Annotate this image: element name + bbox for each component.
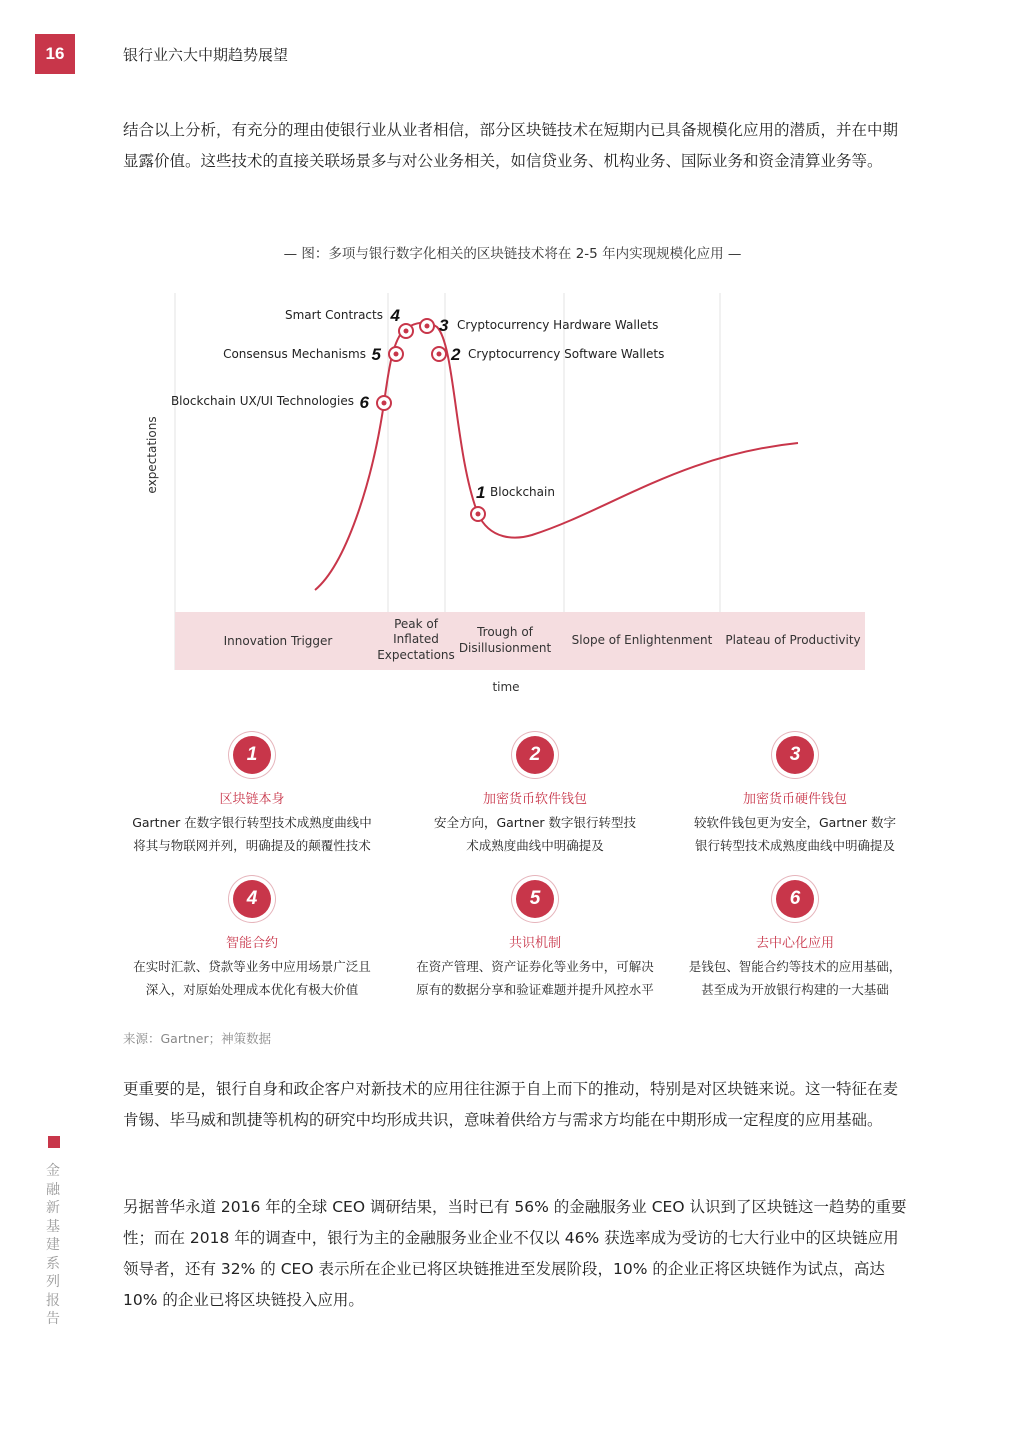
feature-number: 6 <box>776 880 814 918</box>
feature-number: 3 <box>776 736 814 774</box>
feature-title: 区块链本身 <box>219 792 285 807</box>
feature-card-5 <box>395 880 675 1001</box>
feature-title: 加密货币硬件钱包 <box>742 792 847 807</box>
feature-desc-line: 是钱包、智能合约等技术的应用基础， <box>688 959 902 974</box>
feature-number: 1 <box>233 736 271 774</box>
point-number: 6 <box>359 393 369 412</box>
feature-number: 2 <box>516 736 554 774</box>
feature-desc-line: 在实时汇款、贷款等业务中应用场景广泛且 <box>133 959 371 974</box>
point-label: Cryptocurrency Hardware Wallets <box>457 318 659 332</box>
hype-cycle-chart <box>140 285 880 705</box>
feature-number: 4 <box>233 880 271 918</box>
point-label: Smart Contracts <box>285 308 383 322</box>
point-number: 5 <box>371 345 381 364</box>
point-number: 3 <box>439 316 449 335</box>
point-number: 4 <box>390 306 400 325</box>
feature-desc-line: Gartner 在数字银行转型技术成熟度曲线中 <box>132 815 372 830</box>
feature-desc-line: 安全方向，Gartner 数字银行转型技 <box>433 815 637 830</box>
point-4 <box>285 306 413 338</box>
phase-label-slope: Slope of Enlightenment <box>571 633 713 647</box>
phase-label-peak-line1: Peak of <box>394 617 438 631</box>
feature-desc-line: 原有的数据分享和验证难题并提升风控水平 <box>416 982 654 997</box>
point-6 <box>171 393 391 412</box>
point-2 <box>432 345 664 364</box>
sidebar-series-name: 金融新基建系列报告 <box>46 1163 60 1327</box>
feature-title: 智能合约 <box>225 936 278 951</box>
feature-desc-line: 较软件钱包更为安全，Gartner 数字 <box>693 815 897 830</box>
feature-card-3 <box>655 736 935 857</box>
feature-desc-line: 深入，对原始处理成本优化有极大价值 <box>145 982 359 997</box>
feature-desc-line: 将其与物联网并列，明确提及的颠覆性技术 <box>133 838 371 853</box>
phase-label-peak-line2: Inflated <box>393 632 439 646</box>
feature-title: 去中心化应用 <box>755 936 834 951</box>
sidebar-marker <box>48 1136 60 1148</box>
feature-card-1 <box>112 736 392 857</box>
hype-curve <box>315 323 798 590</box>
feature-title: 加密货币软件钱包 <box>482 792 587 807</box>
feature-desc-line: 甚至成为开放银行构建的一大基础 <box>701 982 889 997</box>
phase-label-trough-line2: Disillusionment <box>458 641 552 655</box>
feature-desc-line: 银行转型技术成熟度曲线中明确提及 <box>694 838 895 853</box>
feature-desc-line: 在资产管理、资产证券化等业务中，可解决 <box>416 959 654 974</box>
figure-caption: — 图：多项与银行数字化相关的区块链技术将在 2-5 年内实现规模化应用 — <box>283 246 742 262</box>
feature-card-4 <box>112 880 392 1001</box>
point-5 <box>223 345 403 364</box>
y-axis-label: expectations <box>145 416 159 494</box>
feature-card-2 <box>395 736 675 857</box>
point-1 <box>471 483 555 521</box>
phase-label-innovation-trigger: Innovation Trigger <box>223 634 333 648</box>
point-label: Blockchain UX/UI Technologies <box>170 394 354 408</box>
point-label: Blockchain <box>490 485 555 499</box>
phase-label-plateau: Plateau of Productivity <box>725 633 861 647</box>
point-number: 2 <box>451 345 461 364</box>
feature-number: 5 <box>516 880 554 918</box>
point-label: Consensus Mechanisms <box>223 347 366 361</box>
feature-card-6 <box>655 880 935 1001</box>
x-axis-label: time <box>492 680 520 694</box>
point-number: 1 <box>476 483 486 502</box>
body-paragraph-1: 更重要的是，银行自身和政企客户对新技术的应用往往源于自上而下的推动，特别是对区块链来说。这一特征在麦肯锡、毕马威和凯捷等机构的研究中均形成共识，意味着供给方与需求方均能在中期形成一定程度的应用基础。 <box>123 1080 899 1129</box>
running-title: 银行业六大中期趋势展望 <box>123 46 289 64</box>
figure-source: 来源：Gartner；神策数据 <box>123 1031 272 1046</box>
page-number: 16 <box>35 34 75 74</box>
phase-label-peak-line3: Expectations <box>377 648 455 662</box>
point-3 <box>420 316 658 335</box>
point-label: Cryptocurrency Software Wallets <box>468 347 665 361</box>
feature-title: 共识机制 <box>508 936 561 951</box>
feature-desc-line: 术成熟度曲线中明确提及 <box>466 838 604 853</box>
phase-label-trough-line1: Trough of <box>477 625 533 639</box>
body-paragraph-2: 另据普华永道 2016 年的全球 CEO 调研结果，当时已有 56% 的金融服务业 CEO 认识到了区块链这一趋势的重要性；而在 2018 年的调查中，银行为主的金融服务业企业不仅以 46% 获选率成为受访的七大行业中的区块链应用领导者，还有 32% 的 CEO 表示所在企业已将区块链推进至发展阶段，10% 的企业正将区块链作为试点，高达 10% 的企业已将区块链投入应用。 <box>123 1198 907 1309</box>
intro-paragraph: 结合以上分析，有充分的理由使银行业从业者相信，部分区块链技术在短期内已具备规模化应用的潜质，并在中期显露价值。这些技术的直接关联场景多与对公业务相关，如信贷业务、机构业务、国际业务和资金清算业务等。 <box>123 121 899 170</box>
